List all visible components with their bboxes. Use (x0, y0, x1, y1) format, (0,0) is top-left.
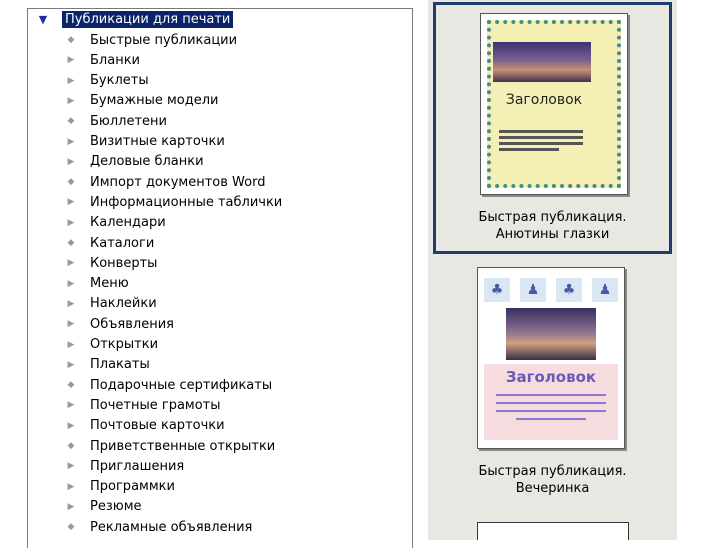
tree-item[interactable] (64, 335, 158, 355)
tree-item[interactable] (64, 192, 282, 212)
collapsed-arrow-icon[interactable]: ▶ (67, 156, 75, 167)
collapsed-arrow-icon[interactable]: ▶ (67, 339, 75, 350)
tree-item[interactable] (64, 375, 272, 395)
tree-item[interactable] (64, 355, 150, 375)
party-icon: ♣ (556, 278, 582, 302)
publication-type-tree[interactable] (27, 8, 413, 548)
sunset-image (506, 308, 596, 360)
tree-item[interactable] (64, 477, 175, 497)
collapsed-arrow-icon[interactable]: ▶ (67, 298, 75, 309)
tree-root-node[interactable] (36, 10, 233, 29)
tree-item-label[interactable]: Импорт документов Word (90, 174, 266, 190)
tree-item[interactable] (64, 71, 149, 91)
caption-line-1: Быстрая публикация. (478, 210, 627, 225)
text-line (499, 148, 559, 151)
tree-item[interactable] (64, 497, 142, 517)
collapsed-arrow-icon[interactable]: ▶ (67, 217, 75, 228)
tree-item-label[interactable]: Программки (90, 479, 175, 495)
leaf-dot-icon[interactable]: ◆ (67, 116, 75, 127)
leaf-dot-icon[interactable]: ◆ (67, 522, 75, 533)
template-card-pansies[interactable] (433, 2, 672, 254)
template-caption[interactable] (436, 209, 669, 243)
collapsed-arrow-icon[interactable]: ▶ (67, 359, 75, 370)
party-icon: ♣ (484, 278, 510, 302)
text-line (499, 136, 583, 139)
caption-line-2: Анютины глазки (495, 227, 610, 242)
party-icon: ♟ (592, 278, 618, 302)
text-line (499, 142, 583, 145)
tree-item[interactable] (64, 111, 167, 131)
collapsed-arrow-icon[interactable]: ▶ (67, 75, 75, 86)
tree-item-label[interactable]: Приветственные открытки (90, 438, 276, 454)
tree-item-label[interactable]: Почтовые карточки (90, 418, 225, 434)
tree-item[interactable] (64, 91, 219, 111)
tree-item[interactable] (64, 30, 237, 50)
tree-item-label[interactable]: Информационные таблички (90, 194, 283, 210)
collapsed-arrow-icon[interactable]: ▶ (67, 319, 75, 330)
thumbnail-title: Заголовок (505, 368, 597, 386)
collapsed-arrow-icon[interactable]: ▶ (67, 481, 75, 492)
tree-item[interactable] (64, 294, 157, 314)
collapsed-arrow-icon[interactable]: ▶ (67, 420, 75, 431)
collapsed-arrow-icon[interactable]: ▶ (67, 461, 75, 472)
pink-text-block (484, 364, 618, 440)
tree-item[interactable] (64, 517, 252, 537)
collapsed-arrow-icon[interactable]: ▶ (67, 95, 75, 106)
tree-item[interactable] (64, 50, 140, 70)
tree-item[interactable] (64, 213, 166, 233)
template-caption[interactable] (433, 463, 672, 497)
window-edge (677, 0, 720, 540)
leaf-dot-icon[interactable]: ◆ (67, 177, 75, 188)
tree-item-label[interactable]: Почетные грамоты (90, 397, 221, 413)
tree-item[interactable] (64, 314, 174, 334)
template-thumbnail[interactable] (480, 13, 628, 195)
tree-root-label[interactable]: Публикации для печати (62, 11, 233, 28)
collapsed-arrow-icon[interactable]: ▶ (67, 197, 75, 208)
tree-item[interactable] (64, 274, 129, 294)
tree-item-label[interactable]: Меню (90, 276, 129, 292)
tree-item[interactable] (64, 253, 157, 273)
text-line (499, 130, 583, 133)
collapsed-arrow-icon[interactable]: ▶ (67, 501, 75, 512)
tree-item-label[interactable]: Быстрые публикации (90, 32, 238, 48)
leaf-dot-icon[interactable]: ◆ (67, 35, 75, 45)
tree-item-label[interactable]: Резюме (90, 499, 142, 515)
tree-item[interactable] (64, 456, 184, 476)
collapsed-arrow-icon[interactable]: ▶ (67, 258, 75, 269)
tree-item-label[interactable]: Конверты (90, 255, 158, 271)
tree-item-label[interactable]: Бланки (90, 52, 140, 68)
tree-item[interactable] (64, 132, 225, 152)
tree-item-label[interactable]: Наклейки (90, 296, 157, 312)
panel-gap (413, 0, 428, 540)
tree-item[interactable] (64, 233, 154, 253)
party-icons-row (484, 278, 618, 304)
tree-item-label[interactable]: Плакаты (90, 357, 150, 373)
collapsed-arrow-icon[interactable]: ▶ (67, 278, 75, 289)
text-line (496, 410, 606, 412)
tree-item-label[interactable]: Визитные карточки (90, 134, 225, 149)
caption-line-2: Вечеринка (515, 481, 590, 496)
tree-item-label[interactable]: Приглашения (90, 458, 185, 474)
collapsed-arrow-icon[interactable]: ▶ (67, 55, 75, 66)
tree-item-label[interactable]: Календари (90, 215, 166, 231)
tree-item-label[interactable]: Деловые бланки (90, 154, 204, 170)
tree-item-label[interactable]: Каталоги (90, 235, 155, 251)
collapsed-arrow-icon[interactable]: ▶ (67, 136, 75, 147)
leaf-dot-icon[interactable]: ◆ (67, 380, 75, 391)
tree-item[interactable] (64, 416, 225, 436)
tree-item[interactable] (64, 395, 221, 415)
tree-item[interactable] (64, 152, 204, 172)
thumbnail-title: Заголовок (505, 92, 583, 108)
tree-item-label[interactable]: Бюллетени (90, 113, 167, 129)
text-line (496, 394, 606, 396)
collapsed-arrow-icon[interactable]: ▶ (67, 400, 75, 411)
template-preview-gallery[interactable] (428, 0, 677, 540)
template-card-party[interactable] (433, 259, 672, 511)
tree-item-label[interactable]: Буклеты (90, 73, 149, 89)
tree-item-label[interactable]: Открытки (90, 337, 159, 352)
template-thumbnail[interactable] (477, 267, 625, 449)
tree-item[interactable] (64, 172, 265, 192)
tree-item-label[interactable]: Объявления (90, 316, 174, 332)
expanded-arrow-icon[interactable]: ▼ (38, 13, 48, 26)
tree-item-label[interactable]: Рекламные объявления (90, 519, 253, 535)
tree-item[interactable] (64, 436, 275, 456)
tree-item-label[interactable]: Бумажные модели (90, 93, 219, 109)
sunset-image (493, 42, 591, 82)
party-icon: ♟ (520, 278, 546, 302)
text-line (516, 418, 586, 420)
leaf-dot-icon[interactable]: ◆ (67, 441, 75, 451)
tree-item-label[interactable]: Подарочные сертификаты (90, 377, 273, 393)
leaf-dot-icon[interactable]: ◆ (67, 238, 75, 248)
caption-line-1: Быстрая публикация. (478, 464, 627, 479)
text-line (496, 402, 606, 404)
template-thumbnail-partial[interactable] (477, 522, 629, 540)
